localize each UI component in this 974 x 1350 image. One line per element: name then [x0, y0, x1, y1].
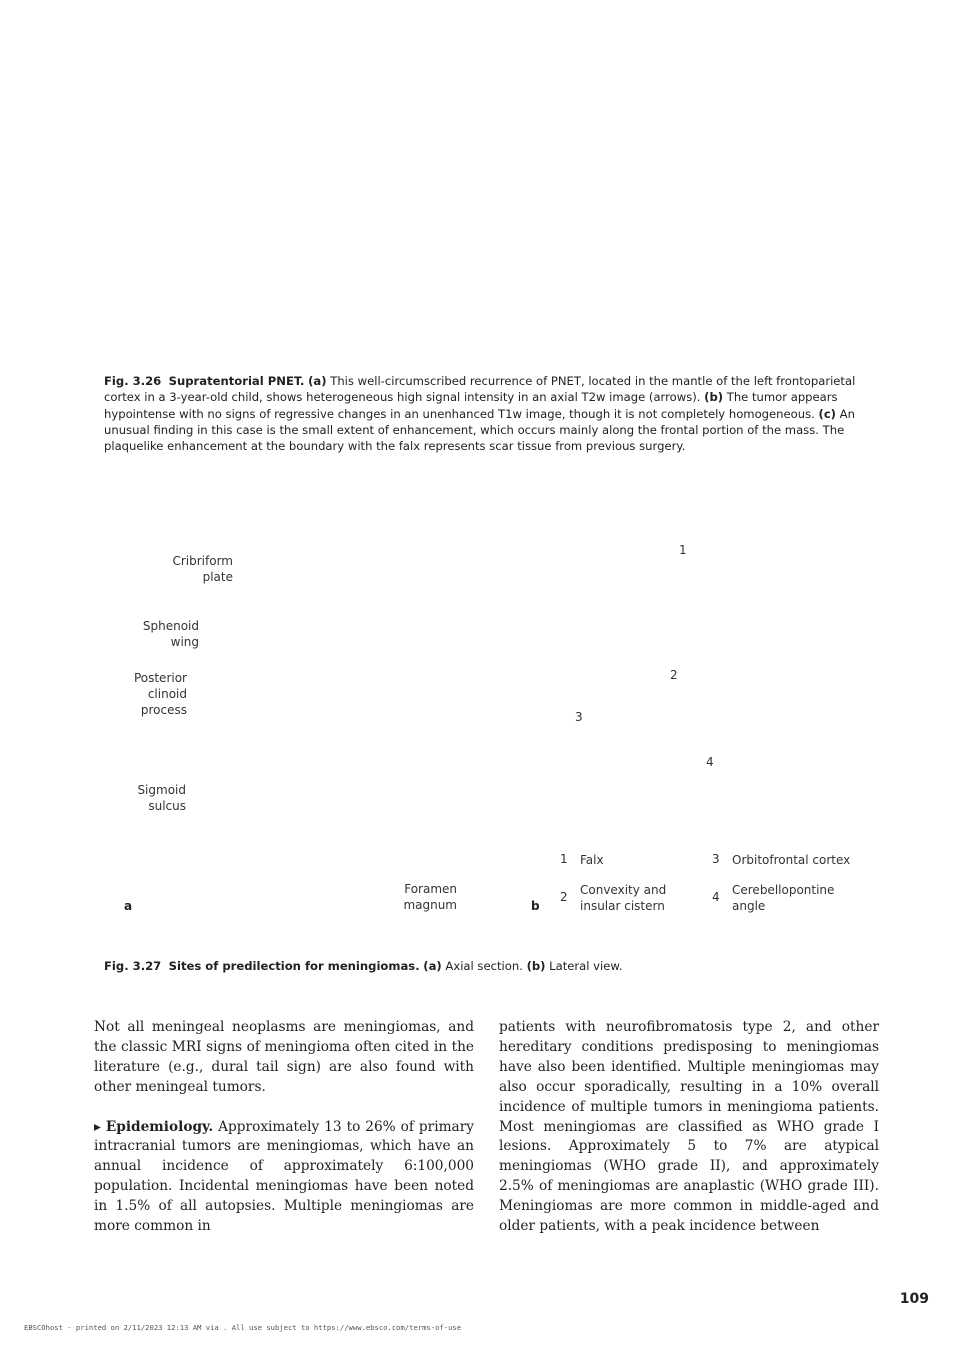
legend-text: Orbitofrontal cortex — [732, 853, 851, 867]
legend-num: 1 — [560, 852, 568, 866]
body-paragraph-epidemiology — [94, 1118, 474, 1237]
fig326-a-text: This well-circumscribed recurrence of PNET, located in the mantle of the left frontoparietal cortex in a 3-year-old child, shows heterogeneous high signal intensity in an axial T2w image (arrows). — [104, 374, 856, 405]
legend-text: Falx — [580, 853, 604, 867]
label-sphenoid-line2: wing — [170, 635, 199, 649]
figure-3-27-caption — [104, 958, 872, 974]
body-column-left — [94, 1018, 474, 1237]
fig326-a-tag: (a) — [308, 374, 327, 388]
legend-num: 2 — [560, 890, 568, 904]
label-posterior-clinoid-process — [118, 670, 187, 718]
label-cribriform-line1: Cribriform — [172, 554, 233, 568]
fig326-c-tag: (c) — [818, 406, 836, 421]
marker-2: 2 — [670, 668, 678, 682]
panel-b-letter: b — [531, 899, 540, 913]
body-column-right — [499, 1018, 879, 1237]
triangle-bullet-icon: ▸ — [94, 1118, 106, 1135]
label-cribriform-line2: plate — [202, 570, 233, 584]
legend-text-line1: Cerebellopontine — [732, 883, 835, 897]
fig327-title: Sites of predilection for meningiomas. — [168, 959, 420, 973]
body-paragraph: Not all meningeal neoplasms are meningiomas, and the classic MRI signs of meningioma often cited in the literature (e.g., dural tail sign) are also found with other meningeal tumors. — [94, 1019, 474, 1095]
legend-text-line2: angle — [732, 899, 766, 913]
label-sphenoid-wing — [128, 618, 199, 650]
figure-3-26-caption — [104, 373, 872, 454]
fig326-title: Supratentorial PNET. — [168, 374, 305, 388]
fig327-a-text: Axial section. — [441, 959, 527, 973]
epidemiology-text: Approximately 13 to 26% of primary intracranial tumors are meningiomas, which have an annual incidence of approximately 6:100,000 population. Incidental meningiomas have been noted in 1.5% of all autopsies. Multiple meningiomas are more common in — [94, 1118, 474, 1235]
label-foramen-line2: magnum — [403, 898, 457, 912]
fig327-b-text: Lateral view. — [545, 959, 623, 973]
legend-num: 4 — [712, 890, 720, 904]
fig327-label: Fig. 3.27 — [104, 959, 162, 973]
label-sigmoid-line1: Sigmoid — [137, 783, 186, 797]
legend-text — [580, 882, 666, 914]
fig326-c-text: An unusual finding in this case is the small extent of enhancement, which occurs mainly along the frontal portion of the mass. The plaquelike enhancement at the boundary with the falx represents scar tissue from previous surgery. — [104, 406, 855, 454]
fig326-b-tag: (b) — [704, 390, 724, 405]
label-foramen-magnum — [388, 881, 457, 913]
panel-a-letter: a — [124, 899, 133, 913]
legend-text-line1: Convexity and — [580, 883, 667, 897]
label-sphenoid-line1: Sphenoid — [142, 619, 199, 633]
legend-num: 3 — [712, 852, 720, 866]
label-cribriform-plate — [160, 553, 233, 585]
marker-1: 1 — [679, 543, 687, 557]
legend-text — [732, 882, 834, 914]
marker-3: 3 — [575, 710, 583, 724]
label-foramen-line1: Foramen — [404, 882, 457, 896]
label-posterior-line1: Posterior — [133, 671, 187, 685]
fig327-a-tag: (a) — [423, 959, 442, 973]
fig326-label: Fig. 3.26 — [104, 374, 162, 388]
fig326-b-text: The tumor appears hypointense with no signs of regressive changes in an unenhanced T1w image, though it is not completely homogeneous. — [104, 390, 838, 421]
label-sigmoid-line2: sulcus — [148, 799, 186, 813]
body-paragraph: patients with neurofibromatosis type 2, and other hereditary conditions predisposing to meningiomas have also been identified. Multiple meningiomas may also occur sporadically, resulting in a 10% overall incidence of multiple tumors in meningioma patients. Most meningiomas are classified as WHO grade I lesions. Approximately 5 to 7% are atypical meningiomas (WHO grade II), and approximately 2.5% of meningiomas are anaplastic (WHO grade III). Meningiomas are more common in middle-aged and older patients, with a peak incidence between — [499, 1019, 879, 1235]
marker-4: 4 — [706, 755, 714, 769]
footer-notice: EBSCOhost - printed on 2/11/2023 12:13 AM via . All use subject to https://www.ebsco.com/terms-of-use — [24, 1323, 462, 1332]
label-sigmoid-sulcus — [120, 782, 186, 814]
legend-text-line2: insular cistern — [580, 899, 665, 913]
page-number: 109 — [899, 1291, 929, 1307]
label-posterior-line2: clinoid — [147, 687, 187, 701]
section-heading-epidemiology: Epidemiology. — [105, 1118, 214, 1135]
label-posterior-line3: process — [140, 703, 187, 717]
fig327-b-tag: (b) — [526, 959, 546, 973]
